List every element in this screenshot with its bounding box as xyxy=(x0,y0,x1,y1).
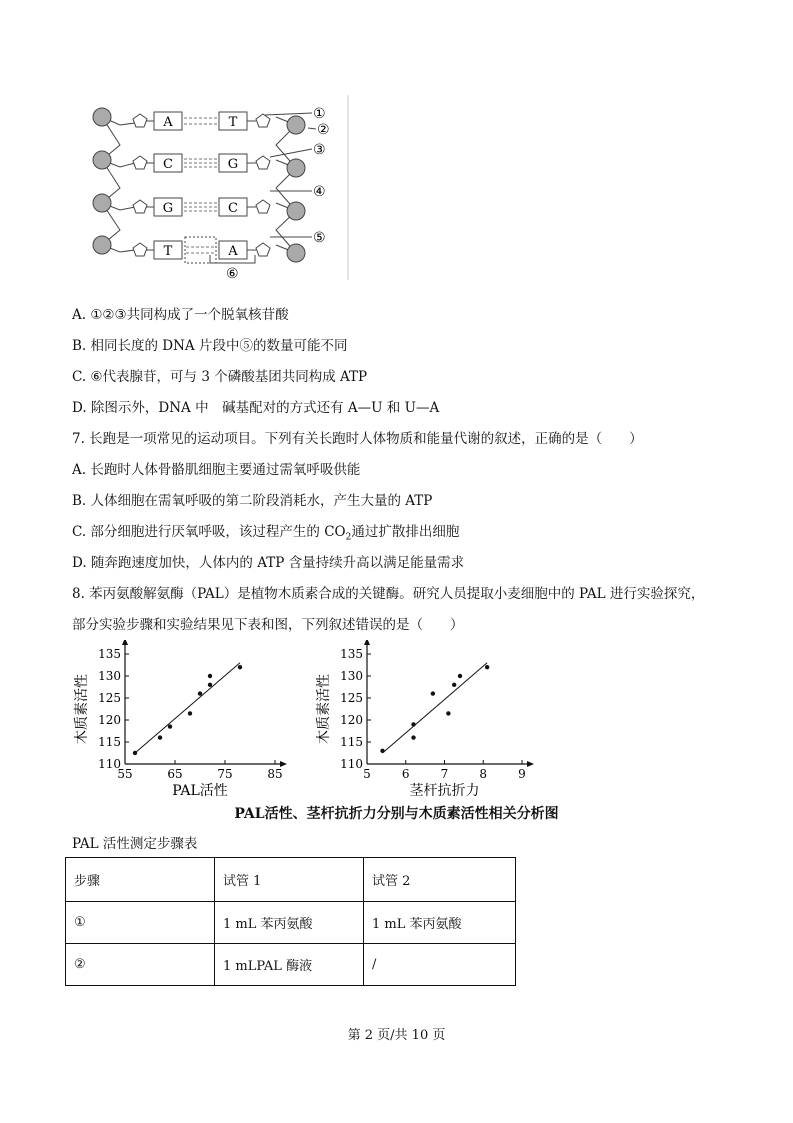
chart1-data-point xyxy=(208,683,212,687)
chart1-data-point xyxy=(188,711,192,715)
base-right-3: C xyxy=(228,201,238,216)
chart2-y-tick-label: 125 xyxy=(340,691,363,705)
pal-activity-chart xyxy=(70,640,290,800)
table-cell: ① xyxy=(66,902,215,944)
chart1-y-tick-label: 115 xyxy=(98,735,121,749)
chart1-y-tick-label: 120 xyxy=(98,713,121,727)
co2-subscript: 2 xyxy=(345,532,352,543)
q7-option-d: D. 随奔跑速度加快，人体内的 ATP 含量持续升高以满足能量需求 xyxy=(72,555,465,571)
chart1-x-tick-label: 75 xyxy=(217,767,233,781)
chart2-x-arrow xyxy=(527,761,534,767)
marker-5: ⑤ xyxy=(313,230,326,246)
chart1-data-point xyxy=(238,665,242,669)
table-row xyxy=(66,944,516,986)
chart1-y-tick-label: 110 xyxy=(98,757,121,771)
chart1-y-arrow xyxy=(122,640,128,645)
chart2-y-tick-label: 135 xyxy=(340,647,363,661)
chart2-data-point xyxy=(452,683,456,687)
chart2-data-point xyxy=(411,735,415,739)
marker-1: ① xyxy=(313,106,326,122)
chart1-y-tick-label: 130 xyxy=(98,669,121,683)
chart1-y-axis-label: 木质素活性 xyxy=(74,674,90,744)
q6-option-a: A. ①②③共同构成了一个脱氧核苷酸 xyxy=(72,307,289,323)
base-right-4: A xyxy=(228,244,238,259)
base-left-3: G xyxy=(162,201,174,216)
q7-stem: 7. 长跑是一项常见的运动项目。下列有关长跑时人体物质和能量代谢的叙述，正确的是（ ） xyxy=(72,431,643,447)
chart2-data-point xyxy=(380,749,384,753)
table-header-cell: 步骤 xyxy=(66,858,215,902)
chart1-data-point xyxy=(198,691,202,695)
table-header-cell: 试管 1 xyxy=(215,858,364,902)
chart1-data-point xyxy=(133,751,137,755)
base-left-4: T xyxy=(163,244,173,259)
chart1-x-tick-label: 65 xyxy=(167,767,183,781)
chart2-x-tick-label: 9 xyxy=(518,767,526,781)
chart-caption: PAL活性、茎杆抗折力分别与木质素活性相关分析图 xyxy=(234,806,559,822)
chart1-y-tick-label: 125 xyxy=(98,691,121,705)
marker-3: ③ xyxy=(313,142,326,158)
chart2-x-tick-label: 6 xyxy=(401,767,410,781)
marker-6: ⑥ xyxy=(226,266,239,280)
chart2-x-tick-label: 5 xyxy=(363,767,371,781)
table-cell: 1 mLPAL 酶液 xyxy=(215,944,364,986)
chart2-data-point xyxy=(446,711,450,715)
chart2-y-tick-label: 110 xyxy=(340,757,363,771)
q6-option-b: B. 相同长度的 DNA 片段中⑤的数量可能不同 xyxy=(72,338,348,354)
chart2-y-axis-label: 木质素活性 xyxy=(316,674,332,744)
q6-option-c: C. ⑥代表腺苷，可与 3 个磷酸基团共同构成 ATP xyxy=(72,369,368,385)
chart2-y-tick-label: 115 xyxy=(340,735,363,749)
chart2-x-axis-label: 茎杆抗折力 xyxy=(409,783,480,799)
base-left-1: A xyxy=(163,115,173,130)
chart1-fit-line xyxy=(135,663,240,753)
chart2-data-point xyxy=(411,722,415,726)
q7-option-a: A. 长跑时人体骨骼肌细胞主要通过需氧呼吸供能 xyxy=(72,462,361,478)
table-cell: / xyxy=(364,944,516,986)
chart1-x-tick-label: 55 xyxy=(117,767,133,781)
dna-structure-figure xyxy=(80,95,360,280)
q7-option-b: B. 人体细胞在需氧呼吸的第二阶段消耗水，产生大量的 ATP xyxy=(72,493,433,509)
chart1-data-point xyxy=(158,735,162,739)
table-cell: 1 mL 苯丙氨酸 xyxy=(215,902,364,944)
table-cell: 1 mL 苯丙氨酸 xyxy=(364,902,516,944)
q7-option-c xyxy=(72,523,459,547)
table-row xyxy=(66,902,516,944)
q6-option-d: D. 除图示外，DNA 中 碱基配对的方式还有 A—U 和 U—A xyxy=(72,400,440,416)
chart2-data-point xyxy=(431,691,435,695)
chart2-data-point xyxy=(485,665,489,669)
marker-2: ② xyxy=(317,122,330,138)
chart2-x-tick-label: 7 xyxy=(440,767,449,781)
chart1-x-axis-label: PAL活性 xyxy=(172,783,228,799)
chart2-fit-line xyxy=(383,663,488,753)
chart1-y-tick-label: 135 xyxy=(98,647,121,661)
q7-option-c-text: C. 部分细胞进行厌氧呼吸，该过程产生的 CO xyxy=(72,524,346,540)
chart2-data-point xyxy=(458,674,462,678)
chart2-y-tick-label: 120 xyxy=(340,713,363,727)
table-header-row xyxy=(66,858,516,902)
chart2-y-tick-label: 130 xyxy=(340,669,363,683)
steps-table xyxy=(65,857,516,986)
table-header-cell: 试管 2 xyxy=(364,858,516,902)
chart1-data-point xyxy=(208,674,212,678)
q7-option-c-text-end: 通过扩散排出细胞 xyxy=(351,524,460,540)
q8-stem-line2: 部分实验步骤和实验结果见下表和图，下列叙述错误的是（ ） xyxy=(72,617,464,633)
base-right-1: T xyxy=(228,115,238,130)
base-left-2: C xyxy=(163,157,173,172)
stem-strength-chart xyxy=(312,640,537,800)
q8-stem-line1: 8. 苯丙氨酸解氨酶（PAL）是植物木质素合成的关键酶。研究人员提取小麦细胞中的 PAL 进行实验探究， xyxy=(72,586,705,602)
chart2-x-tick-label: 8 xyxy=(479,767,488,781)
base-right-2: G xyxy=(227,157,239,172)
page-number: 第 2 页/共 10 页 xyxy=(347,1028,446,1043)
chart2-y-arrow xyxy=(364,640,370,645)
table-title: PAL 活性测定步骤表 xyxy=(72,836,198,852)
chart1-x-tick-label: 85 xyxy=(267,767,283,781)
table-cell: ② xyxy=(66,944,215,986)
chart1-data-point xyxy=(168,724,172,728)
marker-4: ④ xyxy=(313,184,326,200)
